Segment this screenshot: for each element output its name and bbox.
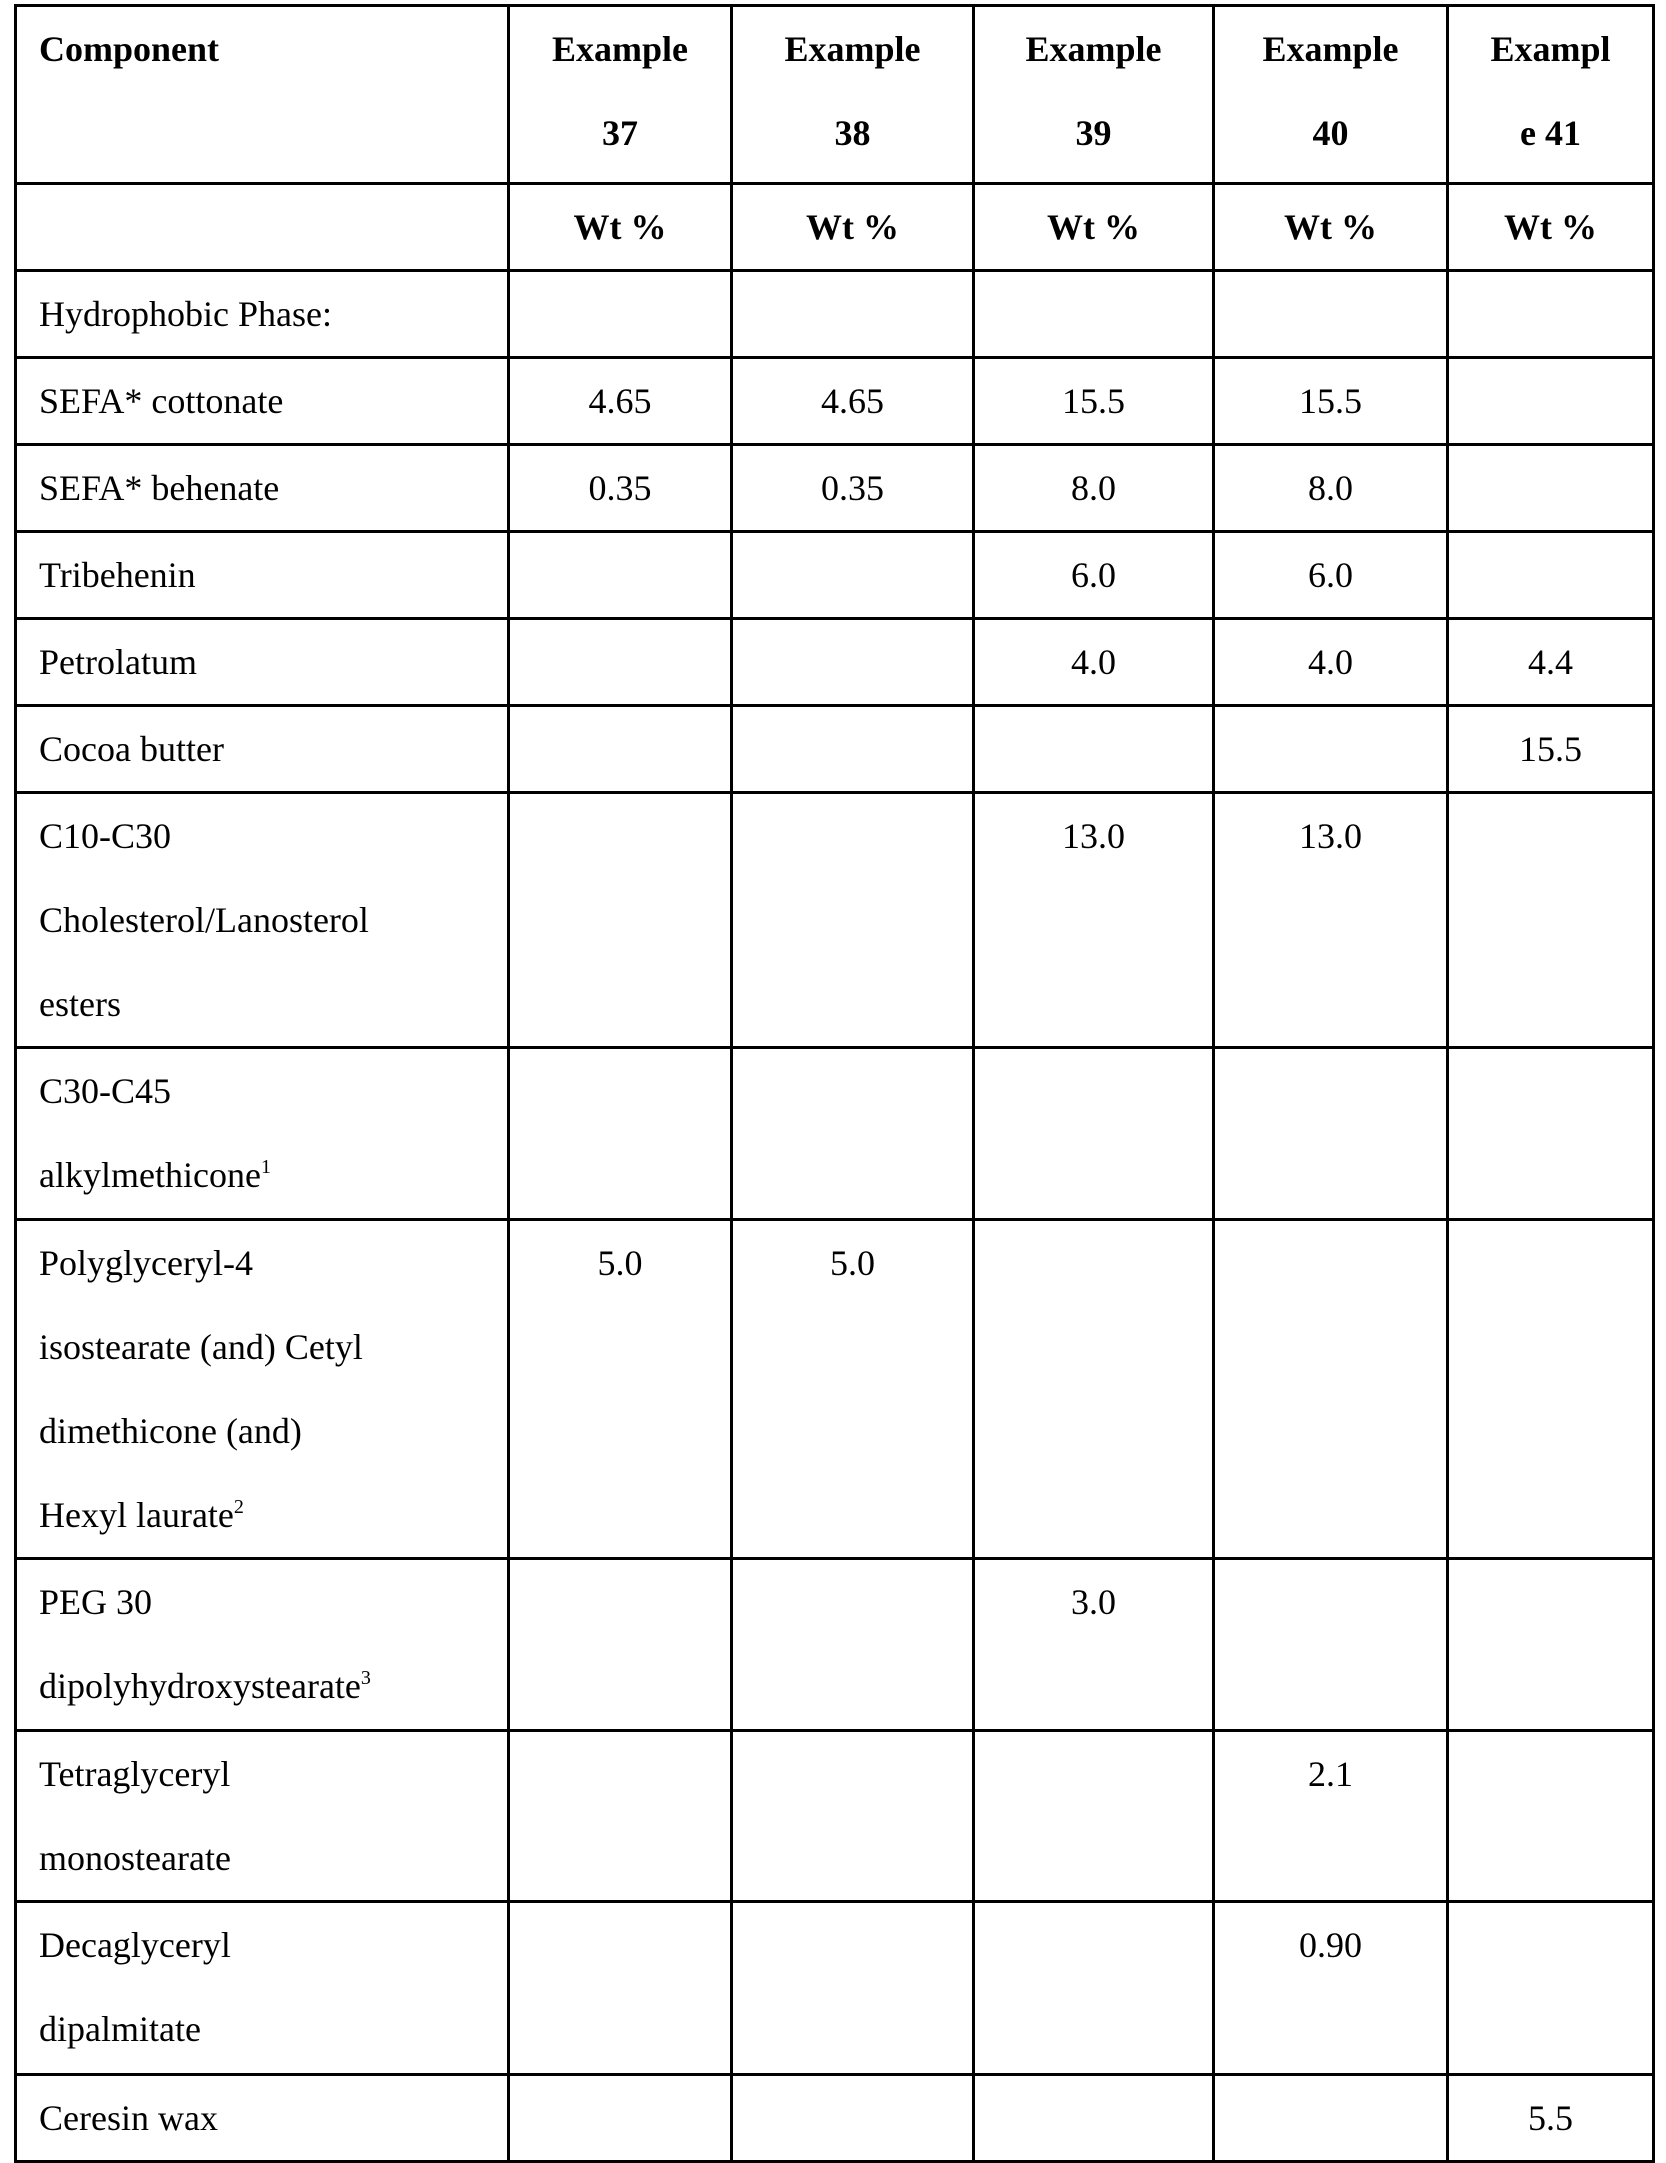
- component-name-line: esters: [39, 962, 507, 1046]
- component-name-line: Hydrophobic Phase:: [39, 272, 507, 356]
- wt-percent-cell: [1448, 1902, 1654, 2075]
- wt-percent-cell: 0.35: [509, 445, 732, 532]
- component-name-line: Petrolatum: [39, 620, 507, 704]
- footnote-marker: 3: [361, 1667, 371, 1689]
- header-example-number: e 41: [1449, 91, 1652, 175]
- wt-percent-cell: 15.5: [1448, 706, 1654, 793]
- wt-percent-cell: [732, 1048, 974, 1220]
- component-name-cell: [16, 532, 509, 619]
- wt-percent-cell: 4.65: [732, 358, 974, 445]
- component-name-line: [39, 1473, 507, 1557]
- wt-percent-cell: 15.5: [1214, 358, 1448, 445]
- component-name-line: SEFA* behenate: [39, 446, 507, 530]
- wt-percent-cell: 4.0: [974, 619, 1214, 706]
- component-name-line: SEFA* cottonate: [39, 359, 507, 443]
- wt-percent-cell: [1448, 271, 1654, 358]
- component-name-cell: [16, 1731, 509, 1902]
- composition-table: [14, 4, 1655, 2163]
- component-name-cell: [16, 445, 509, 532]
- wt-percent-cell: [1448, 1048, 1654, 1220]
- header-example-label: Example: [510, 7, 730, 91]
- component-name-cell: [16, 619, 509, 706]
- header-example-38: [732, 6, 974, 184]
- unit-cell: Wt %: [732, 184, 974, 271]
- wt-percent-cell: [974, 1048, 1214, 1220]
- wt-percent-cell: [974, 1731, 1214, 1902]
- wt-percent-cell: 15.5: [974, 358, 1214, 445]
- wt-percent-cell: [1214, 271, 1448, 358]
- component-name-line: dimethicone (and): [39, 1389, 507, 1473]
- table-row: [16, 793, 1654, 1048]
- header-example-41: [1448, 6, 1654, 184]
- wt-percent-cell: [1214, 2075, 1448, 2162]
- unit-cell: Wt %: [1214, 184, 1448, 271]
- header-example-label: Exampl: [1449, 7, 1652, 91]
- wt-percent-cell: [1448, 1559, 1654, 1731]
- wt-percent-cell: 4.4: [1448, 619, 1654, 706]
- wt-percent-cell: [1448, 1220, 1654, 1559]
- wt-percent-cell: [974, 706, 1214, 793]
- wt-percent-cell: 5.5: [1448, 2075, 1654, 2162]
- table-row: [16, 358, 1654, 445]
- wt-percent-cell: 2.1: [1214, 1731, 1448, 1902]
- component-name-line: Cholesterol/Lanosterol: [39, 878, 507, 962]
- component-name-cell: [16, 1559, 509, 1731]
- header-example-label: Example: [1215, 7, 1446, 91]
- wt-percent-cell: [509, 2075, 732, 2162]
- wt-percent-cell: [974, 271, 1214, 358]
- unit-empty-cell: [16, 184, 509, 271]
- component-name-text: Hexyl laurate: [39, 1495, 234, 1535]
- wt-percent-cell: [732, 706, 974, 793]
- wt-percent-cell: [1214, 1220, 1448, 1559]
- wt-percent-cell: 5.0: [509, 1220, 732, 1559]
- wt-percent-cell: [1214, 1048, 1448, 1220]
- wt-percent-cell: [732, 793, 974, 1048]
- wt-percent-cell: 5.0: [732, 1220, 974, 1559]
- component-name-cell: [16, 1048, 509, 1220]
- wt-percent-cell: [509, 619, 732, 706]
- wt-percent-cell: [1214, 1559, 1448, 1731]
- component-name-cell: [16, 1220, 509, 1559]
- table-row: [16, 1559, 1654, 1731]
- header-example-number: 37: [510, 91, 730, 175]
- wt-percent-cell: [1448, 358, 1654, 445]
- component-name-cell: [16, 1902, 509, 2075]
- component-name-line: PEG 30: [39, 1560, 507, 1644]
- wt-percent-cell: [1448, 793, 1654, 1048]
- wt-percent-cell: [732, 532, 974, 619]
- footnote-marker: 2: [234, 1496, 244, 1518]
- table-row: [16, 619, 1654, 706]
- wt-percent-cell: [974, 1220, 1214, 1559]
- component-name-line: C30-C45: [39, 1049, 507, 1133]
- component-name-cell: [16, 358, 509, 445]
- header-row: [16, 6, 1654, 184]
- component-name-cell: [16, 2075, 509, 2162]
- wt-percent-cell: 8.0: [974, 445, 1214, 532]
- component-name-line: monostearate: [39, 1816, 507, 1900]
- wt-percent-cell: 6.0: [974, 532, 1214, 619]
- header-example-number: 39: [975, 91, 1212, 175]
- footnote-marker: 1: [261, 1156, 271, 1178]
- wt-percent-cell: 0.35: [732, 445, 974, 532]
- wt-percent-cell: [509, 1048, 732, 1220]
- wt-percent-cell: 8.0: [1214, 445, 1448, 532]
- component-name-line: C10-C30: [39, 794, 507, 878]
- wt-percent-cell: 4.65: [509, 358, 732, 445]
- wt-percent-cell: 4.0: [1214, 619, 1448, 706]
- component-name-line: isostearate (and) Cetyl: [39, 1305, 507, 1389]
- table-row: [16, 2075, 1654, 2162]
- wt-percent-cell: [1214, 706, 1448, 793]
- wt-percent-cell: [509, 532, 732, 619]
- wt-percent-cell: [732, 1731, 974, 1902]
- component-name-cell: [16, 706, 509, 793]
- component-name-text: alkylmethicone: [39, 1155, 261, 1195]
- table-row: [16, 445, 1654, 532]
- header-example-37: [509, 6, 732, 184]
- component-name-text: dipolyhydroxystearate: [39, 1666, 361, 1706]
- component-name-line: Cocoa butter: [39, 707, 507, 791]
- wt-percent-cell: [732, 1559, 974, 1731]
- header-example-number: 38: [733, 91, 972, 175]
- header-example-40: [1214, 6, 1448, 184]
- component-name-line: Tetraglyceryl: [39, 1732, 507, 1816]
- wt-percent-cell: [509, 706, 732, 793]
- wt-percent-cell: [1448, 532, 1654, 619]
- component-name-cell: [16, 271, 509, 358]
- unit-cell: Wt %: [509, 184, 732, 271]
- table-row: [16, 1048, 1654, 1220]
- component-name-line: dipalmitate: [39, 1987, 507, 2071]
- wt-percent-cell: [1448, 1731, 1654, 1902]
- wt-percent-cell: 13.0: [974, 793, 1214, 1048]
- wt-percent-cell: [974, 1902, 1214, 2075]
- component-name-line: Tribehenin: [39, 533, 507, 617]
- header-example-label: Example: [975, 7, 1212, 91]
- wt-percent-cell: [732, 1902, 974, 2075]
- wt-percent-cell: 13.0: [1214, 793, 1448, 1048]
- wt-percent-cell: [509, 1902, 732, 2075]
- component-name-line: Polyglyceryl-4: [39, 1221, 507, 1305]
- table-row: [16, 1731, 1654, 1902]
- unit-row: [16, 184, 1654, 271]
- component-name-line: [39, 1644, 507, 1728]
- wt-percent-cell: [732, 271, 974, 358]
- table-row: [16, 271, 1654, 358]
- header-example-label: Example: [733, 7, 972, 91]
- wt-percent-cell: 0.90: [1214, 1902, 1448, 2075]
- wt-percent-cell: [509, 793, 732, 1048]
- unit-cell: Wt %: [1448, 184, 1654, 271]
- wt-percent-cell: [509, 271, 732, 358]
- wt-percent-cell: [974, 2075, 1214, 2162]
- unit-cell: Wt %: [974, 184, 1214, 271]
- wt-percent-cell: [509, 1731, 732, 1902]
- table-row: [16, 706, 1654, 793]
- header-example-number: 40: [1215, 91, 1446, 175]
- component-name-line: Decaglyceryl: [39, 1903, 507, 1987]
- table-row: [16, 1220, 1654, 1559]
- header-component: Component: [16, 6, 509, 184]
- wt-percent-cell: 3.0: [974, 1559, 1214, 1731]
- component-name-line: [39, 1133, 507, 1217]
- wt-percent-cell: [732, 2075, 974, 2162]
- wt-percent-cell: 6.0: [1214, 532, 1448, 619]
- wt-percent-cell: [509, 1559, 732, 1731]
- wt-percent-cell: [1448, 445, 1654, 532]
- table-row: [16, 1902, 1654, 2075]
- header-example-39: [974, 6, 1214, 184]
- component-name-line: Ceresin wax: [39, 2076, 507, 2160]
- table-row: [16, 532, 1654, 619]
- wt-percent-cell: [732, 619, 974, 706]
- component-name-cell: [16, 793, 509, 1048]
